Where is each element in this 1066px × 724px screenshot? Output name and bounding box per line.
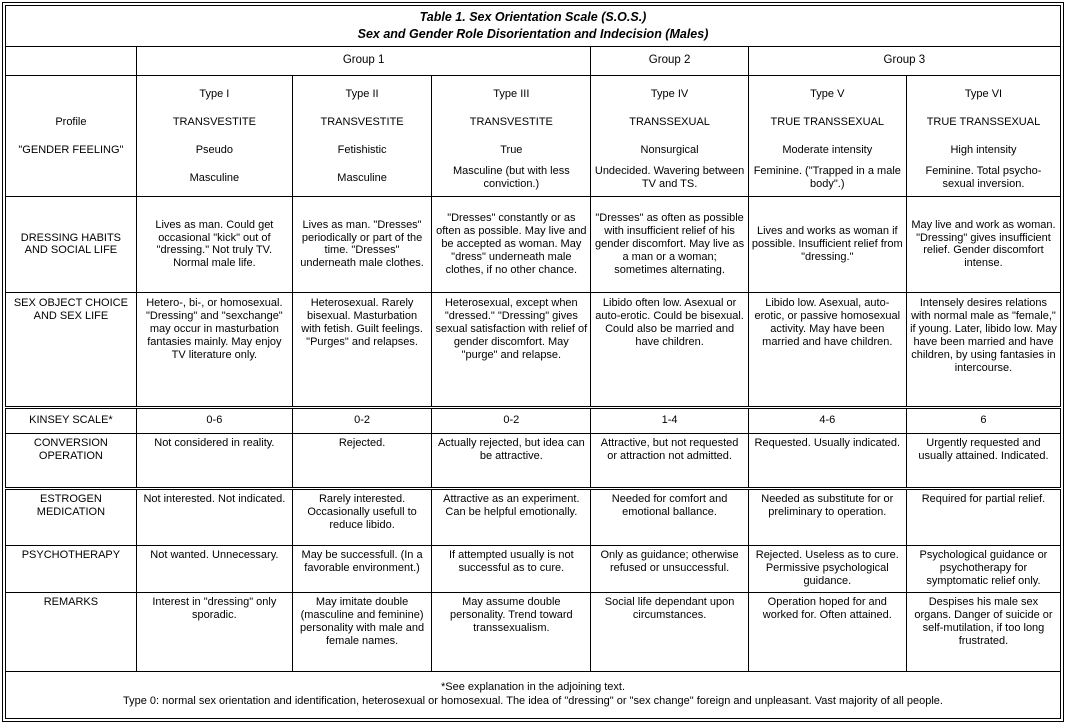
cell-kinsey-type-v: 4-6 xyxy=(748,407,906,433)
cell-dressing-type-i: Lives as man. Could get occasional "kick" out of "dressing." Not truly TV. Normal male life. xyxy=(136,196,292,292)
type-heading: Type V xyxy=(810,87,845,100)
row-label-conversion-operation: CONVERSION OPERATION xyxy=(6,433,137,488)
group-header-spacer xyxy=(6,47,137,76)
type-name: TRANSVESTITE xyxy=(172,115,256,128)
cell-psych-type-iii: If attempted usually is not successful as to cure. xyxy=(432,546,591,593)
cell-psych-type-ii: May be successfull. (In a favorable environment.) xyxy=(292,546,431,593)
group-header-2: Group 2 xyxy=(591,47,748,76)
cell-remarks-type-vi: Despises his male sex organs. Danger of suicide or self-mutilation, if too long frustrated. xyxy=(906,593,1060,671)
type-name: TRUE TRANSSEXUAL xyxy=(926,115,1041,128)
type-heading: Type IV xyxy=(650,87,689,100)
cell-psych-type-i: Not wanted. Unnecessary. xyxy=(136,546,292,593)
table-title-cell xyxy=(6,6,1061,47)
cell-sexobject-type-i: Hetero-, bi-, or homosexual. "Dressing" and "sexchange" may occur in masturbation fantasies mainly. May enjoy TV literature only. xyxy=(136,293,292,407)
type-heading: Type II xyxy=(345,87,379,100)
cell-sexobject-type-iv: Libido often low. Asexual or auto-erotic. Could be bisexual. Could also be married and have children. xyxy=(591,293,748,407)
table-outer-frame xyxy=(2,2,1064,722)
sex-orientation-scale-table xyxy=(5,5,1061,719)
cell-sexobject-type-v: Libido low. Asexual, auto-erotic, or passive homosexual activity. May have been married and have children. xyxy=(748,293,906,407)
cell-conversion-type-ii: Rejected. xyxy=(292,433,431,488)
cell-kinsey-type-i: 0-6 xyxy=(136,407,292,433)
profile-cell-type-v xyxy=(748,76,906,197)
footnote-line2: Type 0: normal sex orientation and identification, heterosexual or homosexual. The idea of "dressing" or "sex change" foreign and unpleasant. Vast majority of all people. xyxy=(123,694,943,707)
cell-estrogen-type-vi: Required for partial relief. xyxy=(906,488,1060,545)
row-label-kinsey-scale: KINSEY SCALE* xyxy=(6,407,137,433)
cell-estrogen-type-iv: Needed for comfort and emotional ballance. xyxy=(591,488,748,545)
cell-estrogen-type-ii: Rarely interested. Occasionally usefull to reduce libido. xyxy=(292,488,431,545)
cell-conversion-type-vi: Urgently requested and usually attained. Indicated. xyxy=(906,433,1060,488)
type-subtype: Moderate intensity xyxy=(782,143,873,156)
profile-cell-type-vi xyxy=(906,76,1060,197)
type-name: TRANSVESTITE xyxy=(469,115,553,128)
cell-kinsey-type-vi: 6 xyxy=(906,407,1060,433)
cell-kinsey-type-iv: 1-4 xyxy=(591,407,748,433)
table-title-line1: Table 1. Sex Orientation Scale (S.O.S.) xyxy=(419,10,647,25)
profile-cell-type-i xyxy=(136,76,292,197)
profile-label-spacer-bottom xyxy=(9,164,133,192)
profile-label-line2: "GENDER FEELING" xyxy=(18,143,124,156)
cell-remarks-type-iii: May assume double personality. Trend toward transsexualism. xyxy=(432,593,591,671)
cell-estrogen-type-v: Needed as substitute for or preliminary to operation. xyxy=(748,488,906,545)
cell-kinsey-type-ii: 0-2 xyxy=(292,407,431,433)
cell-conversion-type-i: Not considered in reality. xyxy=(136,433,292,488)
footnote-line1: *See explanation in the adjoining text. xyxy=(440,681,626,694)
group-header-3: Group 3 xyxy=(748,47,1060,76)
cell-dressing-type-iv: "Dresses" as often as possible with insufficient relief of his gender discomfort. May live as a man or a woman; sometimes alternating. xyxy=(591,196,748,292)
cell-sexobject-type-ii: Heterosexual. Rarely bisexual. Masturbation with fetish. Guilt feelings. "Purges" and relapses. xyxy=(292,293,431,407)
cell-psych-type-iv: Only as guidance; otherwise refused or unsuccessful. xyxy=(591,546,748,593)
cell-dressing-type-ii: Lives as man. "Dresses" periodically or part of the time. "Dresses" underneath male clothes. xyxy=(292,196,431,292)
row-label-remarks: REMARKS xyxy=(6,593,137,671)
cell-estrogen-type-i: Not interested. Not indicated. xyxy=(136,488,292,545)
type-subtype: Fetishistic xyxy=(337,143,387,156)
type-feeling: Masculine xyxy=(189,171,240,184)
row-label-psychotherapy: PSYCHOTHERAPY xyxy=(6,546,137,593)
cell-remarks-type-v: Operation hoped for and worked for. Often attained. xyxy=(748,593,906,671)
type-heading: Type III xyxy=(493,87,530,100)
cell-conversion-type-v: Requested. Usually indicated. xyxy=(748,433,906,488)
cell-sexobject-type-iii: Heterosexual, except when "dressed." "Dressing" gives sexual satisfaction with relief of gender discomfort. May "purge" and relapse. xyxy=(432,293,591,407)
type-heading: Type VI xyxy=(964,87,1003,100)
type-name: TRUE TRANSSEXUAL xyxy=(770,115,885,128)
cell-remarks-type-iv: Social life dependant upon circumstances. xyxy=(591,593,748,671)
profile-cell-type-ii xyxy=(292,76,431,197)
cell-remarks-type-ii: May imitate double (masculine and feminine) personality with male and female names. xyxy=(292,593,431,671)
cell-estrogen-type-iii: Attractive as an experiment. Can be helpful emotionally. xyxy=(432,488,591,545)
profile-cell-type-iii xyxy=(432,76,591,197)
cell-dressing-type-v: Lives and works as woman if possible. Insufficient relief from "dressing." xyxy=(748,196,906,292)
row-label-sex-object: SEX OBJECT CHOICE AND SEX LIFE xyxy=(6,293,137,407)
cell-psych-type-v: Rejected. Useless as to cure. Permissive psychological guidance. xyxy=(748,546,906,593)
cell-sexobject-type-vi: Intensely desires relations with normal male as "female," if young. Later, libido low. May have been married and have children, by using fantasies in intercourse. xyxy=(906,293,1060,407)
footnote-cell xyxy=(6,671,1061,718)
cell-psych-type-vi: Psychological guidance or psychotherapy for symptomatic relief only. xyxy=(906,546,1060,593)
type-subtype: True xyxy=(500,143,523,156)
profile-cell-type-iv xyxy=(591,76,748,197)
cell-conversion-type-iv: Attractive, but not requested or attraction not admitted. xyxy=(591,433,748,488)
cell-dressing-type-vi: May live and work as woman. "Dressing" gives insufficient relief. Gender discomfort intense. xyxy=(906,196,1060,292)
table-title-line2: Sex and Gender Role Disorientation and Indecision (Males) xyxy=(357,27,709,42)
type-feeling: Feminine. ("Trapped in a male body".) xyxy=(753,165,901,191)
type-heading: Type I xyxy=(199,87,230,100)
cell-kinsey-type-iii: 0-2 xyxy=(432,407,591,433)
row-label-profile xyxy=(6,76,137,197)
type-feeling: Undecided. Wavering between TV and TS. xyxy=(594,165,745,191)
cell-remarks-type-i: Interest in "dressing" only sporadic. xyxy=(136,593,292,671)
type-feeling: Masculine xyxy=(337,171,387,184)
row-label-estrogen-medication: ESTROGEN MEDICATION xyxy=(6,488,137,545)
type-name: TRANSVESTITE xyxy=(320,115,404,128)
cell-dressing-type-iii: "Dresses" constantly or as often as possible. May live and be accepted as woman. May "dress" underneath male clothes, if no other chance. xyxy=(432,196,591,292)
row-label-dressing-habits: DRESSING HABITS AND SOCIAL LIFE xyxy=(6,196,137,292)
type-name: TRANSSEXUAL xyxy=(629,115,710,128)
type-subtype: Nonsurgical xyxy=(640,143,699,156)
profile-label-line1: Profile xyxy=(55,115,87,128)
cell-conversion-type-iii: Actually rejected, but idea can be attractive. xyxy=(432,433,591,488)
group-header-1: Group 1 xyxy=(136,47,591,76)
type-feeling: Feminine. Total psycho-sexual inversion. xyxy=(925,165,1042,191)
type-subtype: High intensity xyxy=(950,143,1017,156)
profile-label-spacer-top xyxy=(9,80,133,108)
type-feeling: Masculine (but with less conviction.) xyxy=(452,165,570,191)
type-subtype: Pseudo xyxy=(195,143,234,156)
